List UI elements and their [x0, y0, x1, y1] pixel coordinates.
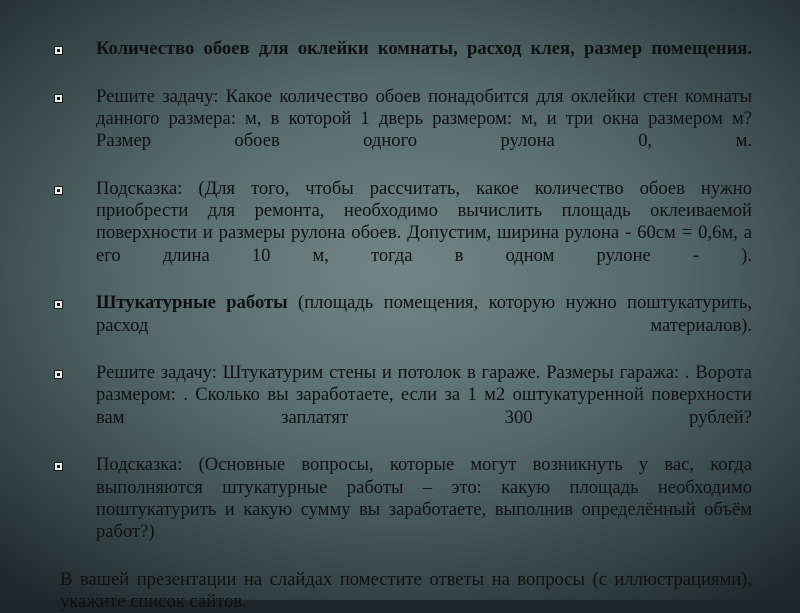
- bullet-item-2: [54, 86, 752, 175]
- item-heading: Штукатурные работы: [96, 292, 288, 314]
- bullet-item-6: [54, 454, 752, 565]
- bullet-item-5: [54, 362, 752, 451]
- bullet-item-3: [54, 178, 752, 289]
- square-bullet-icon: [54, 46, 63, 55]
- square-bullet-icon: [54, 300, 63, 309]
- item-text: Подсказка: (Для того, чтобы рассчитать, какое количество обоев нужно приобрести для ремонта, необходимо вычислить площадь оклеиваемой поверхности и размеры рулона обоев. Допустим, ширина рулона - 60см = 0,6м, а его длина 10 м, тогда в одном рулоне - ).: [96, 177, 752, 266]
- slide-content: [54, 38, 752, 613]
- bullet-item-4: [54, 292, 752, 359]
- square-bullet-icon: [54, 370, 63, 379]
- item-text: (площадь помещения, которую нужно поштукатурить, расход материалов).: [96, 292, 752, 336]
- square-bullet-icon: [54, 462, 63, 471]
- square-bullet-icon: [54, 186, 63, 195]
- bullet-item-1: [54, 38, 752, 83]
- footer-paragraph: В вашей презентации на слайдах поместите ответы на вопросы (с иллюстрациями), укажите список сайтов.: [60, 568, 752, 613]
- item-text: Подсказка: (Основные вопросы, которые могут возникнуть у вас, когда выполняются штукатурные работы – это: какую площадь необходимо поштукатурить и какую сумму вы заработаете, выполнив определённый объём работ?): [96, 454, 752, 543]
- item-text: Решите задачу: Штукатурим стены и потолок в гараже. Размеры гаража: . Ворота размером: . Сколько вы заработаете, если за 1 м2 оштукатуренной поверхности вам заплатят 300 рублей?: [96, 362, 752, 428]
- item-heading: Количество обоев для оклейки комнаты, расход клея, размер помещения.: [96, 38, 752, 59]
- square-bullet-icon: [54, 94, 63, 103]
- item-text: Решите задачу: Какое количество обоев понадобится для оклейки стен комнаты данного размера: м, в которой 1 дверь размером: м, и три окна размером м? Размер обоев одного рулона 0, м.: [96, 85, 752, 152]
